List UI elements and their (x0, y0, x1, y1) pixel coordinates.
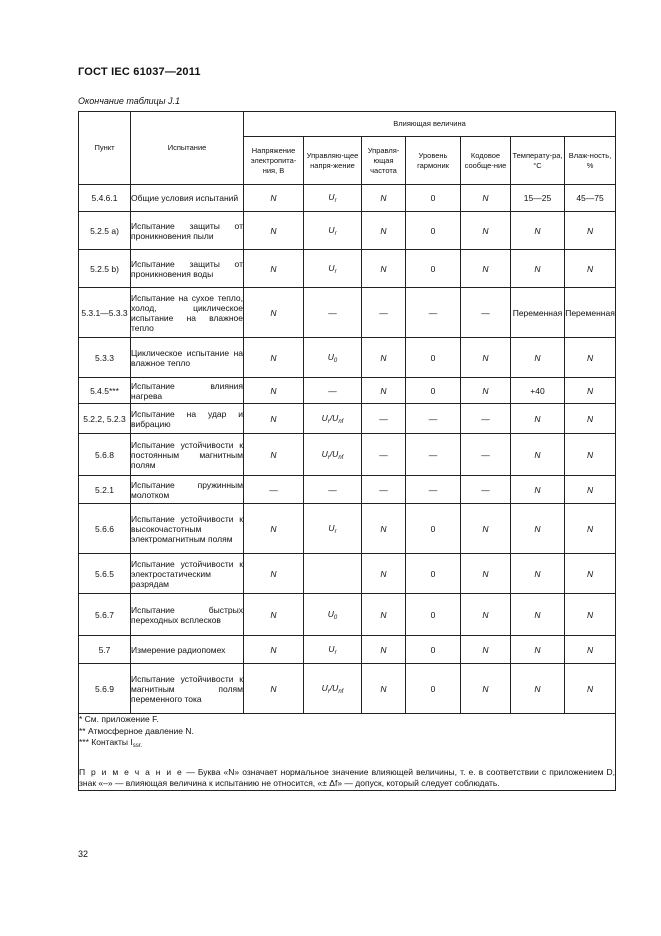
sub-header-5: Температу-ра, °С (511, 137, 565, 185)
cell-value-1: — (304, 476, 362, 504)
cell-value-5: N (511, 250, 565, 288)
sub-header-2: Управля-ющая частота (362, 137, 406, 185)
cell-point: 5.4.6.1 (79, 185, 131, 212)
cell-value-2: — (362, 404, 406, 434)
cell-value-0: N (244, 554, 304, 594)
cell-value-4: — (461, 434, 511, 476)
cell-point: 5.2.1 (79, 476, 131, 504)
cell-value-6: N (565, 338, 616, 378)
table-caption: Окончание таблицы J.1 (78, 96, 180, 106)
table-row (79, 404, 616, 434)
cell-value-5: N (511, 594, 565, 636)
cell-test: Испытание влияния нагрева (131, 378, 244, 404)
cell-value-6: N (565, 476, 616, 504)
table-row (79, 338, 616, 378)
cell-value-2: — (362, 288, 406, 338)
cell-value-1: $U_r/U_{nf}$ (304, 434, 362, 476)
cell-value-2: N (362, 554, 406, 594)
cell-value-2: N (362, 664, 406, 714)
cell-value-4: N (461, 636, 511, 664)
cell-test: Испытание устойчивости к электростатическим разрядам (131, 554, 244, 594)
cell-value-5: Переменная (511, 288, 565, 338)
cell-value-3: 0 (406, 185, 461, 212)
cell-test: Испытание защиты от проникновения пыли (131, 212, 244, 250)
sub-header-4: Кодовое сообще-ние (461, 137, 511, 185)
table-row (79, 250, 616, 288)
cell-value-4: N (461, 504, 511, 554)
influence-table (78, 111, 616, 791)
cell-test: Циклическое испытание на влажное тепло (131, 338, 244, 378)
cell-point: 5.6.9 (79, 664, 131, 714)
cell-value-6: N (565, 664, 616, 714)
cell-point: 5.3.3 (79, 338, 131, 378)
cell-test: Испытание устойчивости к высокочастотным электромагнитным полям (131, 504, 244, 554)
cell-value-4: N (461, 378, 511, 404)
table-row (79, 636, 616, 664)
cell-value-3: 0 (406, 664, 461, 714)
cell-test: Испытание устойчивости к постоянным магнитным полям (131, 434, 244, 476)
cell-value-6: N (565, 404, 616, 434)
note-text: — Буква «N» означает нормальное значение влияющей величины, т. е. в соответствии с приложением D, знак «–» — влияющая величина к испытанию не относится, «± Δf» — допуск, который следует соблюдать. (79, 766, 616, 788)
cell-value-3: 0 (406, 504, 461, 554)
cell-point: 5.6.5 (79, 554, 131, 594)
cell-value-3: — (406, 404, 461, 434)
table-notes (79, 714, 616, 791)
cell-value-3: 0 (406, 378, 461, 404)
cell-value-0: — (244, 476, 304, 504)
cell-value-1: $U_r$ (304, 636, 362, 664)
cell-value-0: N (244, 288, 304, 338)
cell-value-5: N (511, 404, 565, 434)
cell-value-2: N (362, 378, 406, 404)
cell-value-5: +40 (511, 378, 565, 404)
sub-header-6: Влаж-ность, % (565, 137, 616, 185)
sub-header-0: Напряжение электропита-ния, В (244, 137, 304, 185)
footnote-3-sub: ssr. (132, 743, 143, 749)
cell-value-1: $U_r$ (304, 212, 362, 250)
cell-value-6: N (565, 636, 616, 664)
page-number: 32 (78, 849, 89, 859)
note-label: П р и м е ч а н и е (79, 766, 184, 777)
cell-point: 5.2.5 a) (79, 212, 131, 250)
cell-value-6: N (565, 250, 616, 288)
cell-value-0: N (244, 664, 304, 714)
cell-value-4: N (461, 212, 511, 250)
cell-test: Испытание защиты от проникновения воды (131, 250, 244, 288)
footnote-2: ** Атмосферное давление N. (79, 725, 194, 736)
cell-value-0: N (244, 185, 304, 212)
table-row (79, 476, 616, 504)
cell-value-5: N (511, 476, 565, 504)
cell-test: Испытание на сухое тепло, холод, циклическое испытание на влажное тепло (131, 288, 244, 338)
cell-value-4: N (461, 554, 511, 594)
cell-value-6: Переменная (565, 288, 616, 338)
cell-value-1: $U_0$ (304, 338, 362, 378)
cell-value-1: $U_r$ (304, 250, 362, 288)
cell-value-1: $U_r$ (304, 185, 362, 212)
table-row (79, 504, 616, 554)
cell-value-4: — (461, 476, 511, 504)
cell-value-6: N (565, 378, 616, 404)
cell-value-6: 45—75 (565, 185, 616, 212)
cell-point: 5.7 (79, 636, 131, 664)
cell-value-3: 0 (406, 250, 461, 288)
cell-value-0: N (244, 212, 304, 250)
cell-value-6: N (565, 504, 616, 554)
cell-value-5: N (511, 212, 565, 250)
cell-value-0: N (244, 594, 304, 636)
cell-value-6: N (565, 554, 616, 594)
col-header-test: Испытание (131, 112, 244, 185)
cell-value-0: N (244, 504, 304, 554)
cell-value-0: N (244, 404, 304, 434)
cell-value-2: N (362, 594, 406, 636)
cell-value-5: N (511, 338, 565, 378)
cell-value-3: 0 (406, 338, 461, 378)
cell-test: Общие условия испытаний (131, 185, 244, 212)
cell-point: 5.3.1—5.3.3 (79, 288, 131, 338)
cell-value-5: N (511, 504, 565, 554)
cell-value-0: N (244, 338, 304, 378)
cell-value-2: — (362, 434, 406, 476)
cell-value-3: 0 (406, 594, 461, 636)
cell-value-3: 0 (406, 554, 461, 594)
cell-point: 5.6.6 (79, 504, 131, 554)
cell-value-5: N (511, 636, 565, 664)
cell-value-4: N (461, 664, 511, 714)
table-row (79, 212, 616, 250)
cell-test: Испытание пружинным молотком (131, 476, 244, 504)
cell-test: Испытание на удар и вибрацию (131, 404, 244, 434)
cell-value-0: N (244, 378, 304, 404)
cell-value-2: N (362, 504, 406, 554)
table-row (79, 434, 616, 476)
cell-point: 5.6.8 (79, 434, 131, 476)
cell-value-0: N (244, 434, 304, 476)
table-row (79, 554, 616, 594)
table-note (79, 767, 615, 790)
cell-value-3: — (406, 476, 461, 504)
cell-value-6: N (565, 434, 616, 476)
sub-header-3: Уровень гармоник (406, 137, 461, 185)
table-row (79, 664, 616, 714)
cell-value-0: N (244, 250, 304, 288)
table-row (79, 378, 616, 404)
col-header-group: Влияющая величина (244, 112, 616, 137)
cell-value-6: N (565, 594, 616, 636)
cell-value-3: 0 (406, 636, 461, 664)
cell-test: Испытание быстрых переходных всплесков (131, 594, 244, 636)
cell-value-5: N (511, 554, 565, 594)
cell-value-2: N (362, 185, 406, 212)
cell-value-1: $U_r$ (304, 504, 362, 554)
cell-value-4: N (461, 338, 511, 378)
cell-value-2: — (362, 476, 406, 504)
cell-value-4: N (461, 185, 511, 212)
col-header-point: Пункт (79, 112, 131, 185)
cell-point: 5.6.7 (79, 594, 131, 636)
cell-value-5: N (511, 434, 565, 476)
cell-test: Испытание устойчивости к магнитным полям переменного тока (131, 664, 244, 714)
cell-point: 5.4.5*** (79, 378, 131, 404)
cell-value-3: — (406, 434, 461, 476)
document-header: ГОСТ IEC 61037—2011 (78, 66, 201, 78)
cell-value-4: — (461, 288, 511, 338)
cell-value-1: $U_r/U_{nf}$ (304, 664, 362, 714)
cell-value-4: N (461, 250, 511, 288)
sub-header-1: Управляю-щее напря-жение (304, 137, 362, 185)
cell-value-1: — (304, 288, 362, 338)
cell-value-1 (304, 554, 362, 594)
cell-value-2: N (362, 636, 406, 664)
table-row (79, 288, 616, 338)
table-row (79, 185, 616, 212)
cell-value-2: N (362, 250, 406, 288)
cell-value-1: — (304, 378, 362, 404)
cell-value-5: 15—25 (511, 185, 565, 212)
cell-point: 5.2.5 b) (79, 250, 131, 288)
cell-value-2: N (362, 338, 406, 378)
cell-value-4: N (461, 594, 511, 636)
cell-value-4: — (461, 404, 511, 434)
cell-value-2: N (362, 212, 406, 250)
cell-value-1: $U_r/U_{nf}$ (304, 404, 362, 434)
cell-value-0: N (244, 636, 304, 664)
footnote-1: * См. приложение F. (79, 714, 159, 724)
cell-value-3: — (406, 288, 461, 338)
cell-test: Измерение радиопомех (131, 636, 244, 664)
table-row (79, 594, 616, 636)
cell-value-1: $U_0$ (304, 594, 362, 636)
cell-value-3: 0 (406, 212, 461, 250)
footnote-3: *** Контакты $I_{ssr.}$ (79, 737, 143, 749)
cell-point: 5.2.2, 5.2.3 (79, 404, 131, 434)
cell-value-5: N (511, 664, 565, 714)
cell-value-6: N (565, 212, 616, 250)
